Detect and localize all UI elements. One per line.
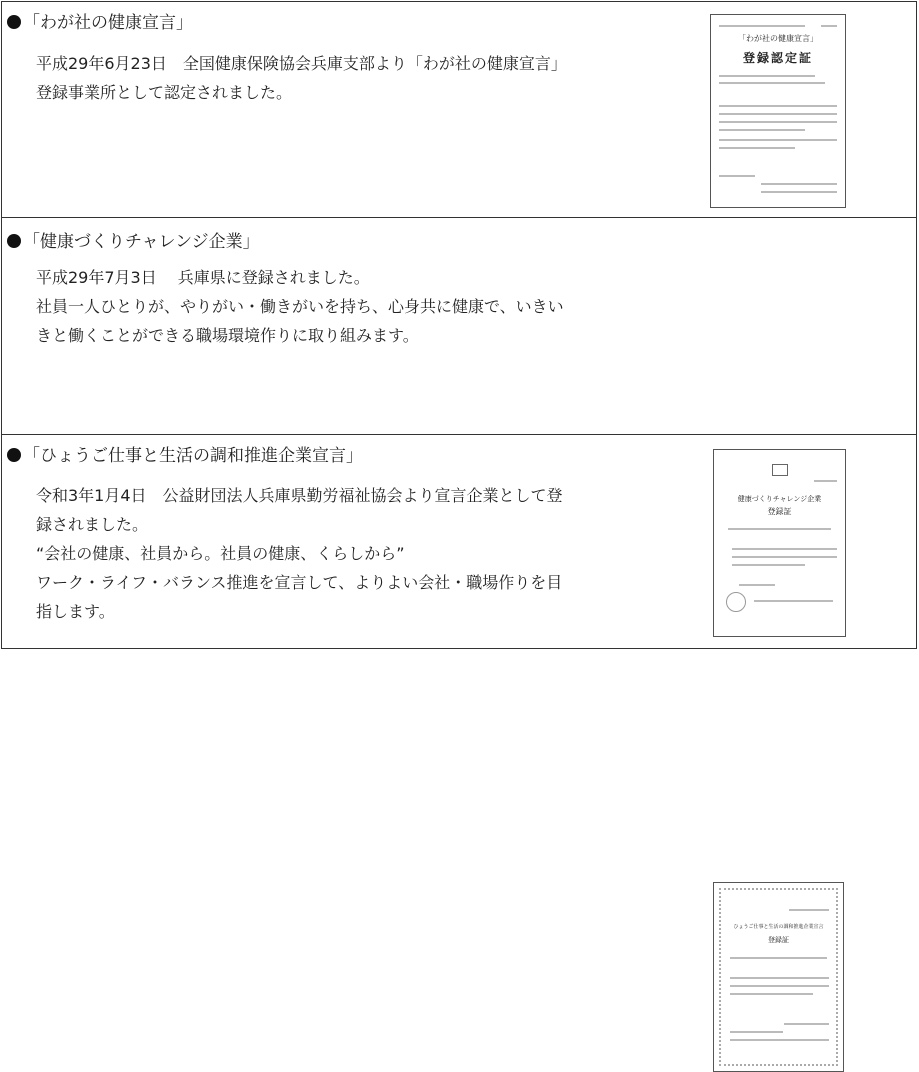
section-title: 「わが社の健康宣言」 (23, 13, 193, 33)
certificate-subtitle: 登録証 (768, 936, 789, 944)
section-body (36, 263, 636, 350)
bullet-icon (7, 234, 21, 248)
certificate-subtitle: 登録認定証 (742, 51, 813, 65)
certificate-title: 「わが社の健康宣言」 (738, 34, 818, 43)
section-work-life-balance (2, 435, 916, 944)
bullet-icon (7, 448, 21, 462)
bullet-icon (7, 15, 21, 29)
certificate-title: ひょうご仕事と生活の調和推進企業宣言 (733, 924, 824, 930)
body-line: 指します。 (36, 602, 115, 621)
section-heading (7, 445, 363, 467)
section-title: 「ひょうご仕事と生活の調和推進企業宣言」 (23, 446, 363, 466)
certificate-image (713, 882, 844, 1072)
section-body (36, 49, 636, 107)
body-line: 登録事業所として認定されました。 (36, 83, 293, 102)
section-title: 「健康づくりチャレンジ企業」 (23, 232, 260, 252)
content-table (1, 1, 917, 944)
section-heading (7, 12, 193, 34)
body-line: “会社の健康、社員から。社員の健康、くらしから” (36, 544, 405, 563)
body-line: 平成29年7月3日 兵庫県に登録されました。 (36, 268, 370, 287)
section-heading (7, 231, 260, 253)
section-body (36, 481, 636, 626)
body-line: 社員一人ひとりが、やりがい・働きがいを持ち、心身共に健康で、いきい (36, 297, 564, 316)
body-line: 令和3年1月4日 公益財団法人兵庫県勤労福祉協会より宣言企業として登 (36, 486, 563, 505)
certificate-image (710, 14, 846, 208)
body-line: 録されました。 (36, 515, 149, 534)
body-line: ワーク・ライフ・バランス推進を宣言して、よりよい会社・職場作りを目 (36, 573, 563, 592)
body-line: きと働くことができる職場環境作りに取り組みます。 (36, 326, 419, 345)
section-health-declaration (2, 2, 916, 218)
certificate-subtitle: 登録証 (767, 507, 792, 516)
certificate-title: 健康づくりチャレンジ企業 (737, 495, 822, 503)
body-line: 平成29年6月23日 全国健康保険協会兵庫支部より「わが社の健康宣言」 (36, 54, 567, 73)
